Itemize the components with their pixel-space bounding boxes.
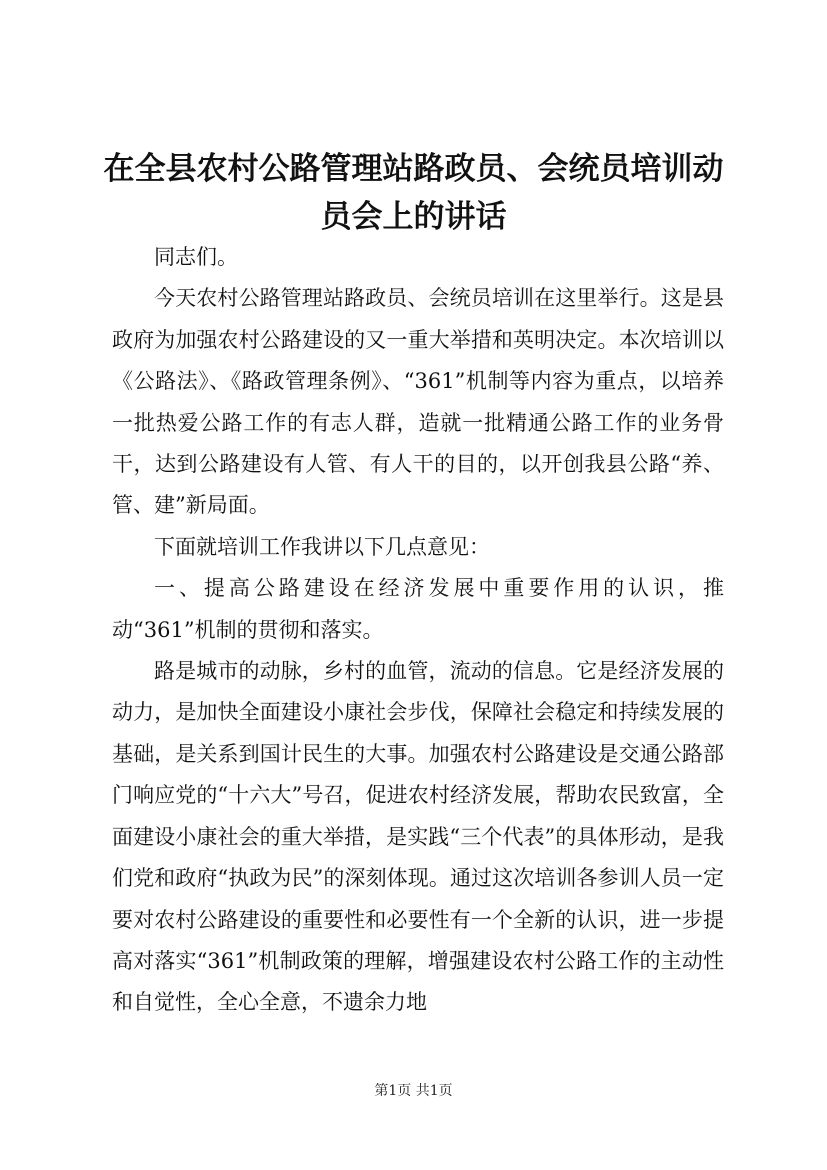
- intro-paragraph: 今天农村公路管理站路政员、会统员培训在这里举行。这是县政府为加强农村公路建设的又一重大举措和英明决定。本次培训以《公路法》、《路政管理条例》、“361”机制等内容为重点，以培养一批热爱公路工作的有志人群，造就一批精通公路工作的业务骨干，达到公路建设有人管、有人干的目的，以开创我县公路“养、管、建”新局面。: [112, 286, 724, 518]
- opinions-lead-paragraph: 下面就培训工作我讲以下几点意见：: [154, 534, 490, 559]
- salutation-paragraph: 同志们。: [154, 245, 238, 269]
- page-footer: 第1页 共1页: [374, 1083, 453, 1099]
- section-one-heading: 一、提高公路建设在经济发展中重要作用的认识，推动“361”机制的贯彻和落实。: [112, 576, 724, 642]
- document-body: [112, 237, 724, 1024]
- section-one-paragraph: 路是城市的动脉，乡村的血管，流动的信息。它是经济发展的动力，是加快全面建设小康社会步伐，保障社会稳定和持续发展的基础，是关系到国计民生的大事。加强农村公路建设是交通公路部门响应党的“十六大”号召，促进农村经济发展，帮助农民致富，全面建设小康社会的重大举措，是实践“三个代表”的具体形动，是我们党和政府“执政为民”的深刻体现。通过这次培训各参训人员一定要对农村公路建设的重要性和必要性有一个全新的认识，进一步提高对落实“361”机制政策的理解，增强建设农村公路工作的主动性和自觉性，全心全意，不遗余力地: [112, 659, 724, 1015]
- document-title: 在全县农村公路管理站路政员、会统员培训动员会上的讲话: [103, 151, 724, 235]
